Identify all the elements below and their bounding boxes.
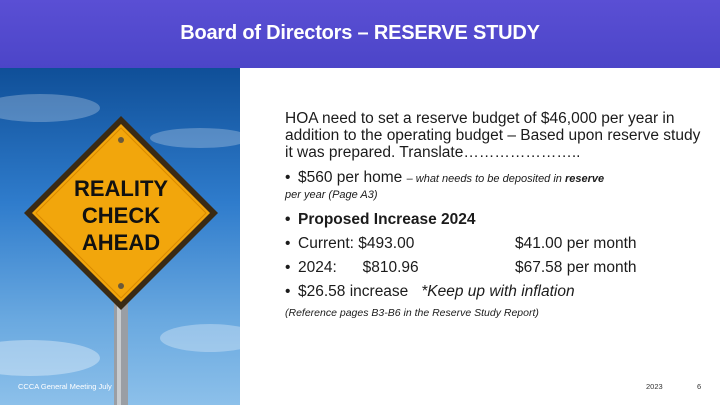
per-home-amount: $560 per home <box>298 169 407 186</box>
increase-amount: $26.58 increase <box>298 283 409 300</box>
bullet-2024 <box>285 259 705 276</box>
bullet-proposed-increase <box>285 211 705 228</box>
slide-title: Board of Directors – RESERVE STUDY <box>180 22 540 44</box>
reality-check-photo <box>0 68 240 405</box>
sign-text-line-1: REALITY <box>73 176 169 201</box>
current-amount: Current: $493.00 <box>298 235 415 252</box>
reality-check-sign-illustration <box>0 68 240 405</box>
monthly-2024: $67.58 per month <box>515 259 637 276</box>
inflation-note: *Keep up with inflation <box>421 283 575 300</box>
intro-paragraph: HOA need to set a reserve budget of $46,000 per year in addition to the operating budget – Based upon reserve study it was prepared. Translate………………….. <box>285 110 701 161</box>
bullet-increase <box>285 283 705 300</box>
current-monthly: $41.00 per month <box>515 235 637 252</box>
bullet-dot: • <box>285 211 291 228</box>
bullet-dot: • <box>285 283 291 300</box>
title-bar <box>0 0 720 68</box>
per-home-note-emphasis: reserve <box>564 173 605 185</box>
bullet-current <box>285 235 705 252</box>
amount-2024: 2024: $810.96 <box>298 259 419 276</box>
bullet-dot: • <box>285 259 291 276</box>
slide-content <box>285 110 705 319</box>
bullet-dot: • <box>285 235 291 252</box>
slide-number: 6 <box>697 382 702 391</box>
footer-year: 2023 <box>646 382 663 391</box>
per-home-note-line2: per year (Page A3) <box>285 189 378 201</box>
reference-note: (Reference pages B3-B6 in the Reserve Study Report) <box>285 307 539 319</box>
proposed-increase-label: Proposed Increase 2024 <box>298 211 476 228</box>
sign-text-line-2: CHECK <box>81 203 161 228</box>
sign-text-line-3: AHEAD <box>81 230 161 255</box>
bullet-per-home <box>285 169 705 204</box>
footer-meeting: CCCA General Meeting July <box>18 382 112 391</box>
bullet-dot: • <box>285 169 291 186</box>
per-home-note: – what needs to be deposited in <box>406 173 565 185</box>
